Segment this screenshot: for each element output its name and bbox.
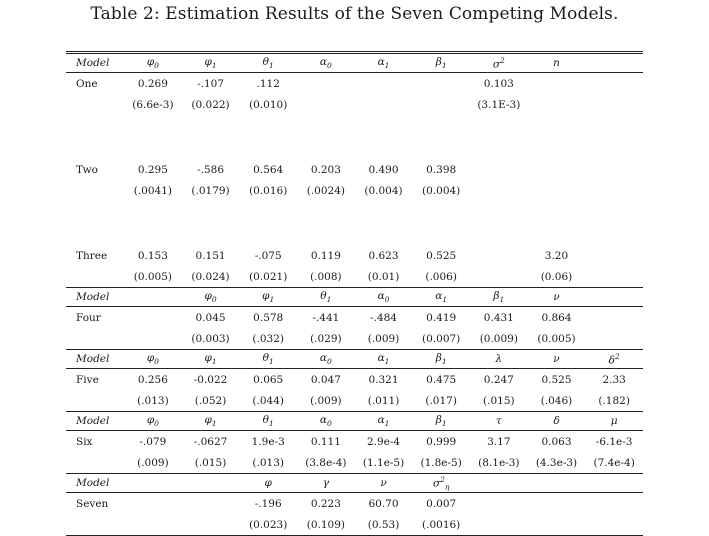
estimate-cell: 2.9e-4 [366, 436, 401, 448]
estimate-cell: 0.151 [195, 250, 226, 262]
estimate-cell: .112 [256, 78, 280, 90]
std-error-row [66, 181, 643, 201]
estimate-cell [528, 493, 586, 516]
table-row [66, 245, 643, 267]
model-name: Three [76, 250, 108, 262]
estimate-cell [470, 159, 528, 181]
std-error-cell: (.015) [194, 457, 227, 469]
std-error-cell [528, 515, 586, 536]
estimate-cell: 0.153 [137, 250, 168, 262]
header-param: λ [470, 350, 528, 369]
std-error-cell [585, 329, 643, 350]
gap-cell [182, 201, 240, 223]
row-gap [66, 201, 643, 223]
estimate-cell: 0.564 [253, 164, 284, 176]
gap-cell [124, 201, 182, 223]
std-error-cell: (.052) [194, 395, 227, 407]
std-error-cell [355, 95, 413, 115]
std-error-cell [297, 95, 355, 115]
header-param: $\alpha_0$ [297, 350, 355, 369]
std-error-cell: (0.003) [191, 333, 230, 345]
estimate-cell: -.441 [312, 312, 340, 324]
gap-cell [585, 223, 643, 245]
header-param: $\varphi_1$ [182, 53, 240, 73]
header-param: ν [355, 474, 413, 493]
header-row [66, 288, 643, 307]
gap-cell [355, 115, 413, 137]
std-error-cell: (3.8e-4) [305, 457, 347, 469]
estimate-cell: -.107 [197, 78, 225, 90]
model-name: Four [76, 312, 101, 324]
gap-cell [124, 115, 182, 137]
estimate-cell: 0.045 [195, 312, 226, 324]
row-gap [66, 115, 643, 137]
header-row [66, 412, 643, 431]
estimate-cell [528, 73, 586, 96]
gap-cell [355, 137, 413, 159]
estimate-cell: 0.247 [483, 374, 514, 386]
estimate-cell [528, 159, 586, 181]
header-param: $\beta_1$ [412, 53, 470, 73]
header-param: $\varphi_0$ [124, 412, 182, 431]
header-param: $\alpha_0$ [355, 288, 413, 307]
std-error-cell: (0.005) [537, 333, 576, 345]
header-param: $\alpha_1$ [355, 350, 413, 369]
estimate-cell: -.196 [254, 498, 282, 510]
estimate-cell [585, 159, 643, 181]
gap-cell [239, 223, 297, 245]
estimate-cell [297, 73, 355, 96]
gap-cell [124, 223, 182, 245]
std-error-cell: (.0179) [191, 185, 230, 197]
estimate-cell: -.586 [197, 164, 225, 176]
gap-cell [528, 223, 586, 245]
gap-cell [585, 137, 643, 159]
std-error-cell: (0.06) [540, 271, 573, 283]
header-row [66, 53, 643, 73]
header-param [470, 474, 528, 493]
std-error-cell: (0.53) [355, 515, 413, 536]
estimate-cell: 0.864 [541, 312, 572, 324]
std-error-cell [470, 267, 528, 288]
std-error-cell: (4.3e-3) [535, 457, 578, 469]
std-error-row [66, 329, 643, 350]
header-param: $\theta_1$ [239, 350, 297, 369]
estimate-cell: 0.256 [137, 374, 168, 386]
gap-cell [66, 137, 124, 159]
model-name: Five [76, 374, 99, 386]
gap-cell [470, 201, 528, 223]
model-name: Two [76, 164, 98, 176]
table-row [66, 307, 643, 330]
gap-cell [585, 115, 643, 137]
header-row [66, 350, 643, 369]
header-model-label: Model [66, 350, 124, 369]
header-param [528, 474, 586, 493]
std-error-cell: (.029) [310, 333, 342, 345]
header-model-label: Model [66, 474, 124, 493]
row-gap [66, 137, 643, 159]
estimate-cell: 0.999 [426, 436, 457, 448]
std-error-cell: (.009) [367, 333, 400, 345]
estimate-cell: 0.578 [253, 312, 284, 324]
spacer [66, 181, 124, 201]
gap-cell [355, 201, 413, 223]
table-row [66, 369, 643, 392]
spacer [66, 391, 124, 412]
estimate-cell: 0.047 [310, 374, 341, 386]
model-name: One [76, 78, 98, 90]
gap-cell [124, 137, 182, 159]
header-param: ν [528, 350, 586, 369]
std-error-cell: (0.024) [191, 271, 230, 283]
estimate-cell: 0.103 [483, 78, 514, 90]
estimate-cell: 3.20 [544, 250, 569, 262]
std-error-cell: (0.109) [297, 515, 355, 536]
gap-cell [239, 115, 297, 137]
header-param: $\varphi_0$ [124, 53, 182, 73]
estimate-cell: -.075 [254, 250, 282, 262]
header-param: $\sigma^2$ [470, 53, 528, 73]
gap-cell [66, 115, 124, 137]
std-error-row [66, 453, 643, 474]
estimate-cell: 0.321 [368, 374, 399, 386]
table-row [66, 493, 643, 516]
gap-cell [412, 137, 470, 159]
gap-cell [239, 201, 297, 223]
gap-cell [528, 115, 586, 137]
std-error-cell [585, 515, 643, 536]
estimate-cell: 0.398 [426, 164, 457, 176]
estimate-cell: 0.490 [368, 164, 399, 176]
gap-cell [470, 115, 528, 137]
header-param: ν [528, 288, 586, 307]
header-param: $\theta_1$ [239, 53, 297, 73]
gap-cell [182, 223, 240, 245]
gap-cell [412, 115, 470, 137]
estimate-cell [355, 73, 413, 96]
header-model-label: Model [66, 412, 124, 431]
std-error-cell [585, 267, 643, 288]
estimate-cell: 0.007 [426, 498, 457, 510]
gap-cell [182, 115, 240, 137]
estimate-cell: 1.9e-3 [251, 436, 285, 448]
std-error-cell: (.182) [598, 395, 630, 407]
header-param [585, 288, 643, 307]
spacer [66, 95, 124, 115]
estimate-cell [585, 73, 643, 96]
estimate-cell: 0.431 [483, 312, 514, 324]
header-param: γ [297, 474, 355, 493]
gap-cell [66, 201, 124, 223]
std-error-cell: (.013) [137, 395, 169, 407]
gap-cell [66, 223, 124, 245]
model-name: Six [76, 436, 93, 448]
header-param: $\beta_1$ [412, 350, 470, 369]
estimate-cell: -.484 [370, 312, 397, 324]
estimate-cell [585, 493, 643, 516]
std-error-cell: (1.1e-5) [362, 457, 405, 469]
header-param: $\alpha_1$ [355, 53, 413, 73]
gap-cell [470, 137, 528, 159]
std-error-cell [470, 181, 528, 201]
std-error-cell: (.009) [310, 395, 342, 407]
header-model-label: Model [66, 53, 124, 73]
estimate-cell [585, 307, 643, 330]
header-param [124, 474, 182, 493]
std-error-cell [412, 95, 470, 115]
std-error-cell: (0.021) [249, 271, 288, 283]
estimate-cell: 3.17 [487, 436, 511, 448]
estimation-results-table [66, 51, 643, 536]
table-caption: Table 2: Estimation Results of the Seven Competing Models. [90, 4, 619, 24]
estimate-cell: 0.203 [310, 164, 341, 176]
header-param: $\delta^2$ [585, 350, 643, 369]
std-error-cell: (.0024) [306, 185, 345, 197]
estimate-cell [124, 307, 182, 330]
std-error-cell: (.017) [425, 395, 457, 407]
estimate-cell: 0.065 [253, 374, 284, 386]
table-row [66, 73, 643, 96]
table-row [66, 159, 643, 181]
std-error-cell: (.015) [483, 395, 515, 407]
std-error-cell [124, 515, 182, 536]
estimate-cell [412, 73, 470, 96]
estimate-cell: 0.623 [368, 250, 399, 262]
gap-cell [470, 223, 528, 245]
std-error-cell: (.013) [252, 457, 284, 469]
spacer [66, 515, 124, 536]
std-error-cell: (0.007) [422, 333, 461, 345]
std-error-cell: (0.009) [479, 333, 518, 345]
estimate-cell: 0.475 [426, 374, 457, 386]
table-row [66, 431, 643, 454]
estimate-cell [124, 493, 182, 516]
header-param: δ [528, 412, 586, 431]
spacer [66, 329, 124, 350]
estimate-cell: 0.269 [137, 78, 168, 90]
estimate-cell: 0.295 [137, 164, 168, 176]
std-error-row [66, 391, 643, 412]
row-gap [66, 223, 643, 245]
gap-cell [528, 201, 586, 223]
std-error-cell: (0.023) [239, 515, 297, 536]
std-error-cell: (.0016) [412, 515, 470, 536]
gap-cell [239, 137, 297, 159]
gap-cell [585, 201, 643, 223]
estimate-cell: 0.119 [310, 250, 341, 262]
gap-cell [297, 223, 355, 245]
std-error-cell: (0.022) [191, 99, 230, 111]
estimate-cell [470, 245, 528, 267]
header-param [182, 474, 240, 493]
std-error-cell: (7.4e-4) [593, 457, 635, 469]
header-param: $\theta_1$ [239, 412, 297, 431]
header-param [124, 288, 182, 307]
header-param: μ [585, 412, 643, 431]
header-param [585, 53, 643, 73]
header-param: τ [470, 412, 528, 431]
std-error-cell: (0.004) [422, 185, 461, 197]
std-error-cell [470, 515, 528, 536]
gap-cell [182, 137, 240, 159]
header-param: φ [239, 474, 297, 493]
model-name: Seven [76, 498, 109, 510]
estimate-cell: 60.70 [368, 498, 399, 510]
header-param: n [528, 53, 586, 73]
std-error-cell: (.008) [310, 271, 342, 283]
gap-cell [297, 115, 355, 137]
std-error-cell [528, 95, 586, 115]
estimate-cell: -.079 [139, 436, 167, 448]
std-error-cell: (.046) [540, 395, 573, 407]
estimate-cell: 0.525 [541, 374, 572, 386]
header-param: $\varphi_1$ [182, 412, 240, 431]
std-error-cell: (0.010) [249, 99, 288, 111]
header-param: $\alpha_0$ [297, 53, 355, 73]
header-param: $\theta_1$ [297, 288, 355, 307]
std-error-cell: (6.6e-3) [132, 99, 174, 111]
std-error-cell: (.006) [425, 271, 457, 283]
std-error-cell: (3.1E-3) [477, 99, 521, 111]
spacer [66, 453, 124, 474]
estimate-cell: 0.111 [310, 436, 341, 448]
std-error-cell [182, 515, 240, 536]
header-row [66, 474, 643, 493]
header-param: $\sigma^2_\eta$ [412, 474, 470, 493]
header-param: $\alpha_0$ [297, 412, 355, 431]
std-error-cell [124, 329, 182, 350]
estimate-cell: 0.525 [426, 250, 457, 262]
header-param: $\varphi_0$ [124, 350, 182, 369]
estimate-cell: 0.223 [310, 498, 341, 510]
estimate-cell: 2.33 [602, 374, 626, 386]
header-param: $\varphi_0$ [182, 288, 240, 307]
std-error-cell [585, 95, 643, 115]
std-error-cell: (0.01) [367, 271, 400, 283]
header-param: $\varphi_1$ [182, 350, 240, 369]
std-error-cell: (0.016) [249, 185, 288, 197]
header-param: $\varphi_1$ [239, 288, 297, 307]
header-param: $\alpha_1$ [355, 412, 413, 431]
std-error-row [66, 267, 643, 288]
header-param [585, 474, 643, 493]
std-error-row [66, 95, 643, 115]
std-error-cell [585, 181, 643, 201]
std-error-cell: (8.1e-3) [478, 457, 520, 469]
estimate-cell [470, 493, 528, 516]
estimate-cell [585, 245, 643, 267]
std-error-row [66, 515, 643, 536]
estimate-cell [182, 493, 240, 516]
header-model-label: Model [66, 288, 124, 307]
std-error-cell: (.032) [252, 333, 284, 345]
estimate-cell: 0.419 [426, 312, 457, 324]
std-error-cell: (1.8e-5) [420, 457, 462, 469]
gap-cell [297, 201, 355, 223]
std-error-cell [528, 181, 586, 201]
std-error-cell: (.044) [252, 395, 284, 407]
std-error-cell: (.011) [367, 395, 400, 407]
spacer [66, 267, 124, 288]
gap-cell [297, 137, 355, 159]
std-error-cell: (.0041) [133, 185, 173, 197]
estimate-cell: -6.1e-3 [595, 436, 633, 448]
gap-cell [412, 223, 470, 245]
gap-cell [528, 137, 586, 159]
header-param: $\beta_1$ [412, 412, 470, 431]
gap-cell [355, 223, 413, 245]
std-error-cell: (0.004) [364, 185, 403, 197]
header-param: $\alpha_1$ [412, 288, 470, 307]
estimate-cell: -.0627 [193, 436, 228, 448]
gap-cell [412, 201, 470, 223]
std-error-cell: (0.005) [133, 271, 173, 283]
header-param: $\beta_1$ [470, 288, 528, 307]
estimate-cell: 0.063 [541, 436, 572, 448]
std-error-cell: (.009) [137, 457, 169, 469]
estimate-cell: -0.022 [193, 374, 228, 386]
